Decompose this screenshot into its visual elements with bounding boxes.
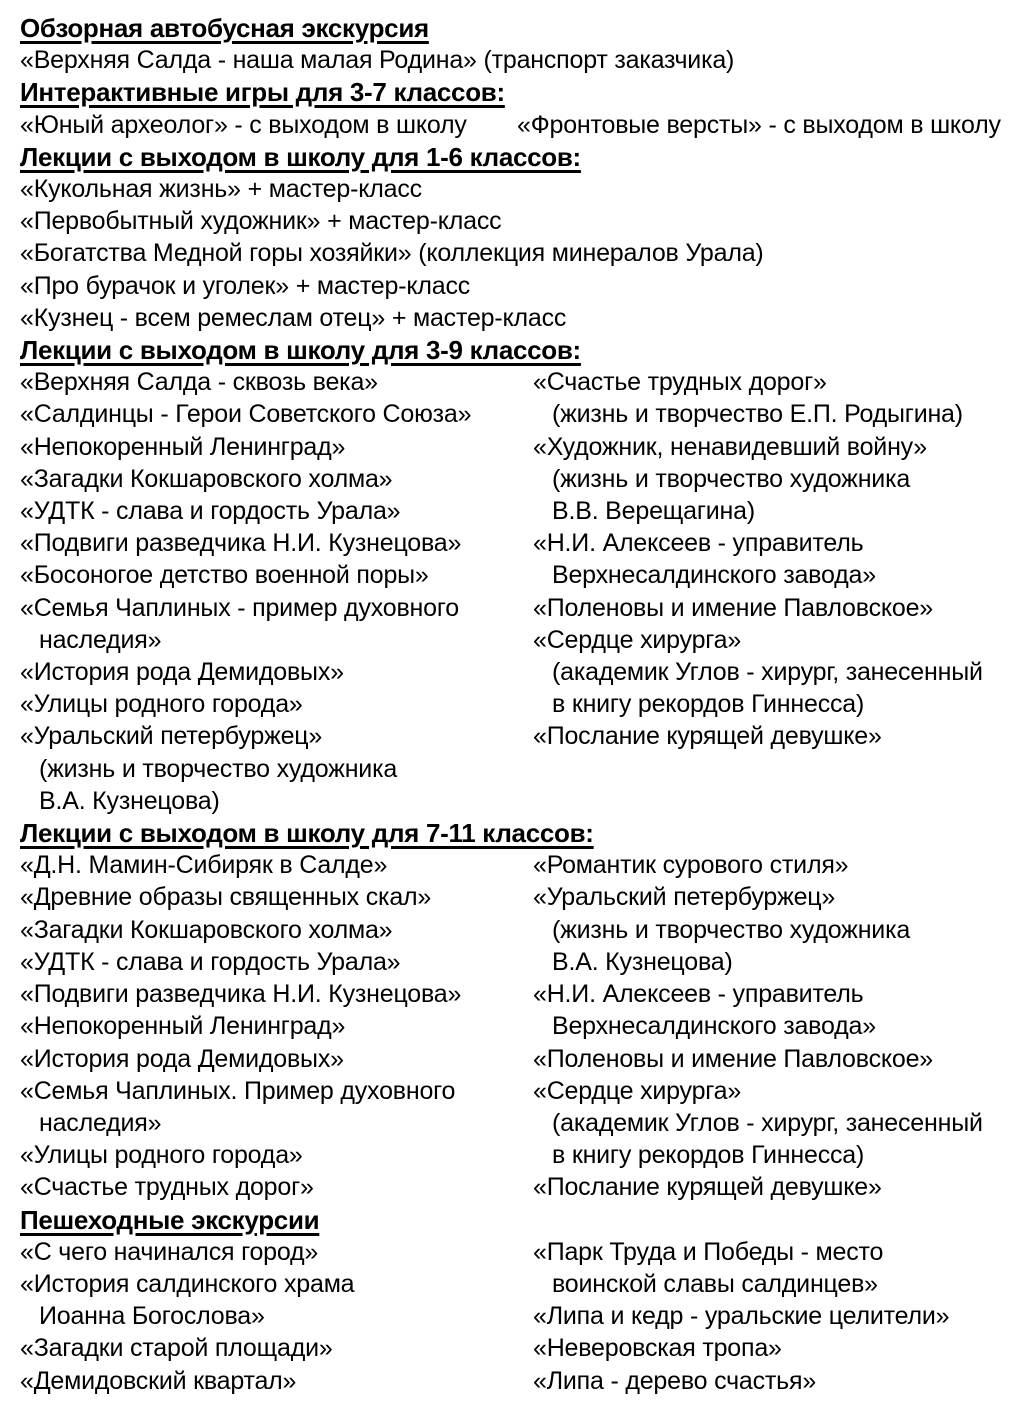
- list-item-line: «Липа - дерево счастья»: [533, 1366, 817, 1395]
- list-item-line: «Послание курящей девушке»: [533, 1173, 882, 1202]
- section: [20, 817, 1012, 1203]
- list-item-line: «Семья Чаплиных. Пример духовного: [20, 1076, 456, 1105]
- list-item: [20, 1075, 533, 1139]
- list-item-line: «Неверовская тропа»: [533, 1334, 782, 1363]
- section: [20, 1204, 1012, 1397]
- list-item: [20, 495, 533, 527]
- list-item-line: В.А. Кузнецова): [39, 786, 220, 815]
- list-item-line: «Послание курящей девушке»: [533, 722, 882, 751]
- list-item-line: «Фронтовые версты» - с выходом в школу: [517, 110, 1001, 139]
- list-item-line: «Богатства Медной горы хозяйки» (коллекция минералов Урала): [20, 239, 764, 268]
- list-item: [20, 914, 533, 946]
- list-item-line: «С чего начинался город»: [20, 1237, 319, 1266]
- list-item-line: «Непокоренный Ленинград»: [20, 1012, 346, 1041]
- list-item-line: в книгу рекордов Гиннесса): [552, 690, 865, 719]
- list-item-line: в книгу рекордов Гиннесса): [552, 1141, 865, 1170]
- list-item: [20, 592, 533, 656]
- list-item: [533, 1236, 1012, 1300]
- list-item-line: (академик Углов - хирург, занесенный: [552, 1108, 983, 1137]
- list-item: [20, 1043, 533, 1075]
- list-item: [533, 624, 1012, 721]
- column-right: [533, 849, 1012, 1203]
- list-item-line: «Уральский петербуржец»: [20, 722, 323, 751]
- list-item-line: «Уральский петербуржец»: [533, 883, 836, 912]
- list-item-line: Верхнесалдинского завода»: [552, 561, 876, 590]
- list-item-line: В.В. Верещагина): [552, 497, 755, 526]
- list-item: [20, 1139, 533, 1171]
- item-row: [20, 109, 1012, 141]
- list-item: [20, 881, 533, 913]
- list-item-line: «Юный археолог» - с выходом в школу: [20, 110, 467, 139]
- list-item: [20, 849, 533, 881]
- list-item: [20, 1010, 533, 1042]
- column-right: [533, 366, 1012, 817]
- list-item-line: «Непокоренный Ленинград»: [20, 432, 346, 461]
- list-item: [20, 463, 533, 495]
- list-item-line: В.А. Кузнецова): [552, 947, 733, 976]
- section: [20, 12, 1012, 76]
- list-item-line: «Подвиги разведчика Н.И. Кузнецова»: [20, 980, 462, 1009]
- list-item: [20, 688, 533, 720]
- list-item: [533, 431, 1012, 528]
- list-item: [20, 398, 533, 430]
- list-item-line: «Кузнец - всем ремеслам отец» + мастер-класс: [20, 303, 567, 332]
- list-item-line: «Улицы родного города»: [20, 690, 303, 719]
- list-item: [20, 527, 533, 559]
- list-item: [533, 592, 1012, 624]
- column-right: [533, 1236, 1012, 1397]
- list-item: [533, 1075, 1012, 1172]
- list-item-line: «Босоногое детство военной поры»: [20, 561, 429, 590]
- list-item: [20, 656, 533, 688]
- list-item: [20, 205, 1012, 237]
- list-item-line: «Кукольная жизнь» + мастер-класс: [20, 175, 422, 204]
- list-item: [20, 109, 517, 141]
- column-left: [20, 366, 533, 817]
- list-item-line: наследия»: [39, 1108, 162, 1137]
- list-item: [20, 431, 533, 463]
- list-item: [20, 1365, 533, 1397]
- list-item: [533, 978, 1012, 1042]
- list-item-line: «Первобытный художник» + мастер-класс: [20, 207, 502, 236]
- list-item: [20, 1171, 533, 1203]
- list-item-line: «УДТК - слава и гордость Урала»: [20, 497, 401, 526]
- list-item: [20, 720, 533, 817]
- list-item: [20, 946, 533, 978]
- list-item-line: «Липа и кедр - уральские целители»: [533, 1302, 950, 1331]
- section-heading: Лекции с выходом в школу для 7-11 классов:: [20, 818, 594, 849]
- list-item-line: «УДТК - слава и гордость Урала»: [20, 947, 401, 976]
- list-item-line: «Древние образы священных скал»: [20, 883, 432, 912]
- two-column-block: [20, 1236, 1012, 1397]
- list-item-line: (жизнь и творчество художника: [552, 464, 911, 493]
- list-item-line: «Салдинцы - Герои Советского Союза»: [20, 400, 472, 429]
- list-item: [533, 366, 1012, 430]
- section: [20, 334, 1012, 817]
- list-item-line: «Демидовский квартал»: [20, 1366, 297, 1395]
- list-item: [20, 366, 533, 398]
- list-item: [20, 173, 1012, 205]
- list-item-line: «Загадки старой площади»: [20, 1334, 333, 1363]
- list-item: [533, 849, 1012, 881]
- list-item-line: «Загадки Кокшаровского холма»: [20, 464, 393, 493]
- list-item: [533, 1365, 1012, 1397]
- list-item-line: «Художник, ненавидевший войну»: [533, 432, 927, 461]
- list-item-line: (академик Углов - хирург, занесенный: [552, 658, 983, 687]
- two-column-block: [20, 849, 1012, 1203]
- list-item-line: «Верхняя Салда - наша малая Родина» (транспорт заказчика): [20, 46, 735, 75]
- list-item-line: «Д.Н. Мамин-Сибиряк в Салде»: [20, 851, 388, 880]
- list-item: [20, 978, 533, 1010]
- list-item-line: наследия»: [39, 625, 162, 654]
- list-item-line: «История рода Демидовых»: [20, 1044, 344, 1073]
- list-item-line: «Счастье трудных дорог»: [533, 368, 827, 397]
- column-left: [20, 849, 533, 1203]
- list-item-line: Иоанна Богослова»: [39, 1302, 265, 1331]
- list-item-line: «Сердце хирурга»: [533, 625, 742, 654]
- list-item-line: «Верхняя Салда - сквозь века»: [20, 368, 378, 397]
- list-item: [20, 44, 1012, 76]
- list-item: [533, 720, 1012, 752]
- list-item-line: «Семья Чаплиных - пример духовного: [20, 593, 459, 622]
- list-item-line: «Поленовы и имение Павловское»: [533, 593, 933, 622]
- section-heading: Обзорная автобусная экскурсия: [20, 13, 429, 43]
- list-item-line: «Счастье трудных дорог»: [20, 1173, 314, 1202]
- list-item-line: «Сердце хирурга»: [533, 1076, 742, 1105]
- list-item-line: «Улицы родного города»: [20, 1141, 303, 1170]
- list-item: [533, 1043, 1012, 1075]
- list-item-line: «Н.И. Алексеев - управитель: [533, 980, 864, 1009]
- list-item-line: «История рода Демидовых»: [20, 658, 344, 687]
- list-item: [533, 1300, 1012, 1332]
- list-item-line: (жизнь и творчество Е.П. Родыгина): [552, 400, 963, 429]
- list-item-line: «Парк Труда и Победы - место: [533, 1237, 884, 1266]
- list-item-line: «Подвиги разведчика Н.И. Кузнецова»: [20, 529, 462, 558]
- list-item: [20, 302, 1012, 334]
- list-item: [533, 1332, 1012, 1364]
- list-item: [533, 1171, 1012, 1203]
- list-item: [20, 1236, 533, 1268]
- list-item-line: «История салдинского храма: [20, 1269, 355, 1298]
- list-item: [20, 1332, 533, 1364]
- list-item: [533, 881, 1012, 978]
- list-item-line: «Поленовы и имение Павловское»: [533, 1044, 933, 1073]
- section: [20, 76, 1012, 140]
- two-column-block: [20, 366, 1012, 817]
- column-left: [20, 1236, 533, 1397]
- list-item: [20, 237, 1012, 269]
- list-item-line: «Романтик сурового стиля»: [533, 851, 849, 880]
- list-item-line: воинской славы салдинцев»: [552, 1269, 878, 1298]
- list-item-line: «Про бурачок и уголек» + мастер-класс: [20, 271, 471, 300]
- section-heading: Лекции с выходом в школу для 1-6 классов:: [20, 141, 581, 172]
- list-item: [20, 1268, 533, 1332]
- section-heading: Пешеходные экскурсии: [20, 1204, 320, 1235]
- list-item-line: «Н.И. Алексеев - управитель: [533, 529, 864, 558]
- list-item: [20, 559, 533, 591]
- list-item-line: (жизнь и творчество художника: [552, 915, 911, 944]
- list-item: [517, 109, 1001, 141]
- list-item-line: «Загадки Кокшаровского холма»: [20, 915, 393, 944]
- section: [20, 141, 1012, 334]
- list-item-line: (жизнь и творчество художника: [39, 754, 398, 783]
- list-item: [20, 270, 1012, 302]
- section-heading: Интерактивные игры для 3-7 классов:: [20, 77, 505, 108]
- list-item-line: Верхнесалдинского завода»: [552, 1012, 876, 1041]
- list-item: [533, 527, 1012, 591]
- section-heading: Лекции с выходом в школу для 3-9 классов:: [20, 335, 581, 366]
